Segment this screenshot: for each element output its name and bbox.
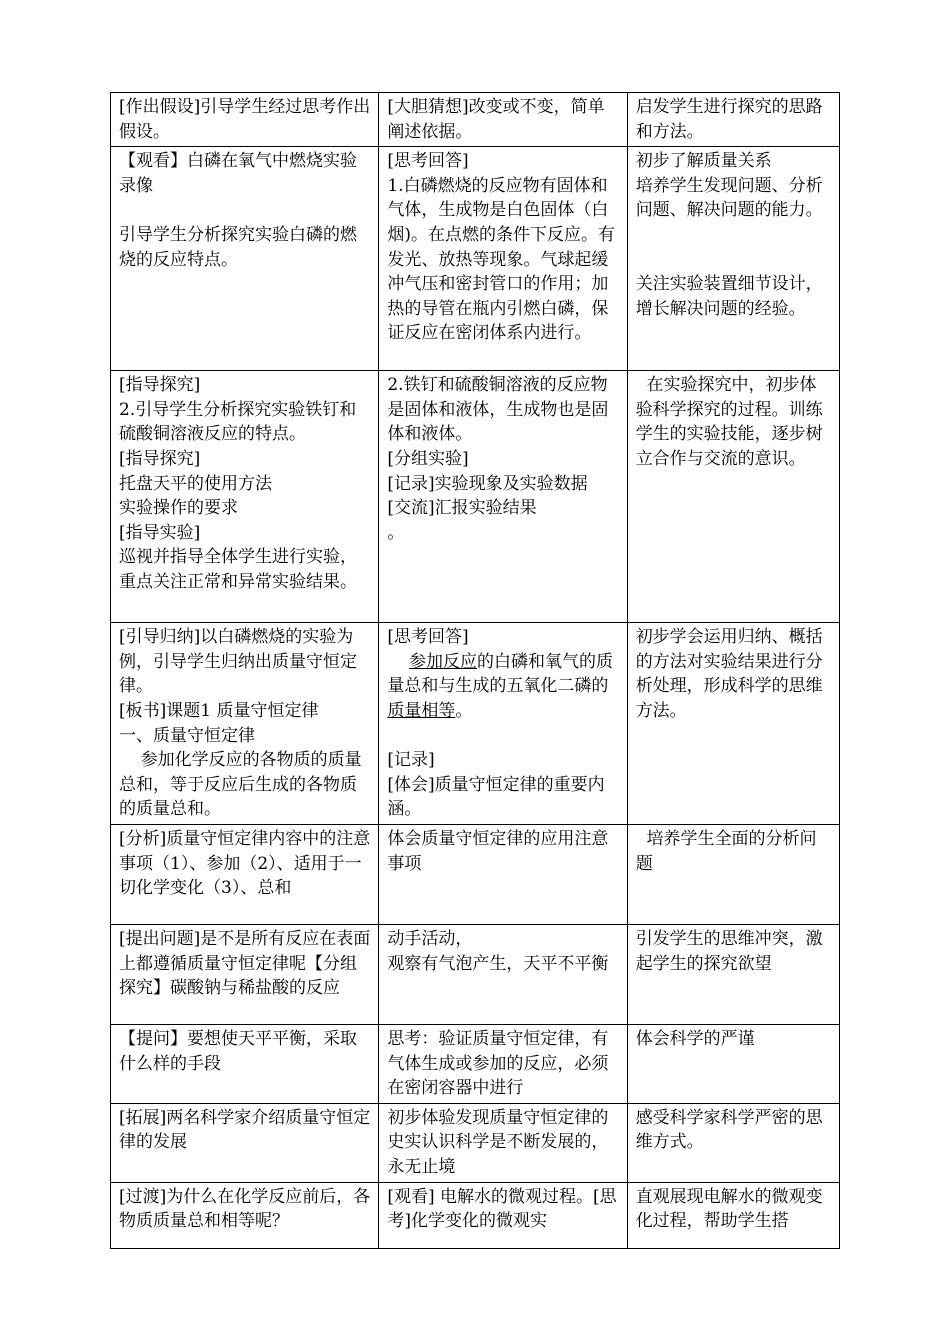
cell-line: [观看] 电解水的微观过程。[思考]化学变化的微观实 xyxy=(387,1186,617,1232)
cell-line: 。 xyxy=(387,522,405,543)
cell-line: 2.引导学生分析探究实验铁钉和硫酸铜溶液反应的特点。 xyxy=(119,399,357,445)
cell-line: [分析]质量守恒定律内容中的注意事项（1）、参加（2）、适用于一切化学变化（3）、总和 xyxy=(119,828,371,899)
cell-line: 巡视并指导全体学生进行实验，重点关注正常和异常实验结果。 xyxy=(119,547,357,592)
cell-line: 初步了解质量关系 xyxy=(635,151,772,172)
table-row xyxy=(111,924,840,1024)
teacher-activity-cell xyxy=(111,147,379,371)
cell-line: 启发学生进行探究的思路和方法。 xyxy=(635,97,823,142)
student-activity-cell xyxy=(379,623,627,825)
table-row xyxy=(111,147,840,371)
cell-line xyxy=(636,248,831,273)
cell-line: 【提问】要想使天平平衡，采取什么样的手段 xyxy=(119,1028,357,1074)
design-intent-cell xyxy=(627,93,839,147)
cell-line: [记录]实验现象及实验数据 xyxy=(387,473,588,494)
answer-text xyxy=(387,652,409,672)
cell-line: 引发学生的思维冲突，激起学生的探究欲望 xyxy=(635,928,823,974)
cell-line: [板书]课题1 质量守恒定律 xyxy=(119,700,319,721)
table-row xyxy=(111,371,840,623)
table-body xyxy=(111,93,840,1249)
teacher-activity-cell xyxy=(111,1103,379,1182)
design-intent-cell xyxy=(627,924,839,1024)
cell-line: 2.铁钉和硫酸铜溶液的反应物是固体和液体，生成物也是固体和液体。 xyxy=(387,375,609,445)
student-activity-cell xyxy=(379,147,627,371)
underlined-term: 参加反应 xyxy=(408,651,477,672)
cell-line: 观察有气泡产生，天平不平衡 xyxy=(387,953,609,974)
design-intent-cell xyxy=(627,623,839,825)
cell-line: [指导探究] xyxy=(119,448,201,469)
cell-line: 1.白磷燃烧的反应物有固体和气体，生成物是白色固体（白烟)。在点燃的条件下反应。有发光、放热等现象。气球起缓冲气压和密封管口的作用；加热的导管在瓶内引燃白磷，保证反应在密闭体系内进行。 xyxy=(387,175,615,344)
cell-line: [思考回答] xyxy=(387,151,469,172)
cell-line: [提出问题]是不是所有反应在表面上都遵循质量守恒定律呢【分组探究】碳酸钠与稀盐酸的反应 xyxy=(119,928,371,999)
cell-line xyxy=(636,223,831,248)
cell-line: 动手活动， xyxy=(387,928,473,949)
design-intent-cell xyxy=(627,1024,839,1103)
design-intent-cell xyxy=(627,1182,839,1248)
cell-line xyxy=(119,198,370,223)
student-activity-cell xyxy=(379,93,627,147)
cell-line: [引导归纳]以白磷燃烧的实验为例，引导学生归纳出质量守恒定律。 xyxy=(119,627,357,697)
answer-text: 的白磷和氧气的质量总和与生成的五氧化二磷的 xyxy=(387,651,613,697)
cell-line: 初步学会运用归纳、概括的方法对实验结果进行分析处理，形成科学的思维方法。 xyxy=(635,627,823,721)
cell-line: [体会]质量守恒定律的重要内涵。 xyxy=(387,774,605,820)
design-intent-cell xyxy=(627,147,839,371)
cell-line: 体会质量守恒定律的应用注意事项 xyxy=(387,828,609,874)
cell-line: 关注实验装置细节设计，增长解决问题的经验。 xyxy=(635,274,823,319)
cell-line: [分组实验] xyxy=(387,448,469,469)
table-row xyxy=(111,1024,840,1103)
cell-line: [作出假设]引导学生经过思考作出假设。 xyxy=(119,97,371,142)
teacher-activity-cell xyxy=(111,1182,379,1248)
underlined-term: 质量相等 xyxy=(387,700,456,721)
cell-line: 感受科学家科学严密的思维方式。 xyxy=(635,1107,823,1153)
cell-line: 【观看】白磷在氧气中燃烧实验录像 xyxy=(119,151,357,196)
cell-line: 培养学生全面的分析问题 xyxy=(635,828,817,874)
student-activity-cell xyxy=(379,1182,627,1248)
teacher-activity-cell xyxy=(111,371,379,623)
cell-line: [大胆猜想]改变或不变，简单阐述依据。 xyxy=(387,97,605,142)
teacher-activity-cell xyxy=(111,623,379,825)
cell-line: 思考：验证质量守恒定律，有气体生成或参加的反应，必须在密闭容器中进行 xyxy=(387,1028,609,1099)
cell-line: [过渡]为什么在化学反应前后，各物质质量总和相等呢？ xyxy=(119,1186,371,1232)
student-activity-cell xyxy=(379,1024,627,1103)
lesson-plan-table xyxy=(110,92,840,1249)
teacher-activity-cell xyxy=(111,93,379,147)
table-row xyxy=(111,824,840,924)
design-intent-cell xyxy=(627,824,839,924)
answer-paragraph xyxy=(387,650,618,724)
cell-line xyxy=(387,724,618,749)
cell-line: [拓展]两名科学家介绍质量守恒定律的发展 xyxy=(119,1107,371,1153)
cell-line: 实验操作的要求 xyxy=(119,498,238,519)
teacher-activity-cell xyxy=(111,924,379,1024)
cell-line: 参加化学反应的各物质的质量总和，等于反应后生成的各物质的质量总和。 xyxy=(119,750,362,820)
table-row xyxy=(111,1103,840,1182)
design-intent-cell xyxy=(627,1103,839,1182)
cell-line: 培养学生发现问题、分析问题、解决问题的能力。 xyxy=(635,175,823,221)
table-row xyxy=(111,93,840,147)
student-activity-cell xyxy=(379,824,627,924)
teacher-activity-cell xyxy=(111,1024,379,1103)
table-row xyxy=(111,1182,840,1248)
design-intent-cell xyxy=(627,371,839,623)
cell-line: 初步体验发现质量守恒定律的史实认识科学是不断发展的，永无止境 xyxy=(387,1107,609,1177)
cell-line: 直观展现电解水的微观变化过程，帮助学生搭 xyxy=(635,1186,823,1232)
teacher-activity-cell xyxy=(111,824,379,924)
student-activity-cell xyxy=(379,924,627,1024)
cell-line: 一、质量守恒定律 xyxy=(119,725,255,746)
cell-line: [记录] xyxy=(387,750,435,771)
student-activity-cell xyxy=(379,371,627,623)
table-row xyxy=(111,623,840,825)
cell-line: [指导实验] xyxy=(119,522,201,543)
answer-text: 。 xyxy=(455,700,473,721)
cell-line: [交流]汇报实验结果 xyxy=(387,498,537,519)
student-activity-cell xyxy=(379,1103,627,1182)
cell-line: 托盘天平的使用方法 xyxy=(119,473,272,494)
cell-line: 体会科学的严谨 xyxy=(635,1028,755,1049)
cell-line: [指导探究] xyxy=(119,375,201,396)
cell-line: 引导学生分析探究实验白磷的燃烧的反应特点。 xyxy=(119,224,357,270)
cell-line: [思考回答] xyxy=(387,627,469,648)
cell-line: 在实验探究中，初步体验科学探究的过程。训练学生的实验技能，逐步树立合作与交流的意识。 xyxy=(635,375,823,469)
